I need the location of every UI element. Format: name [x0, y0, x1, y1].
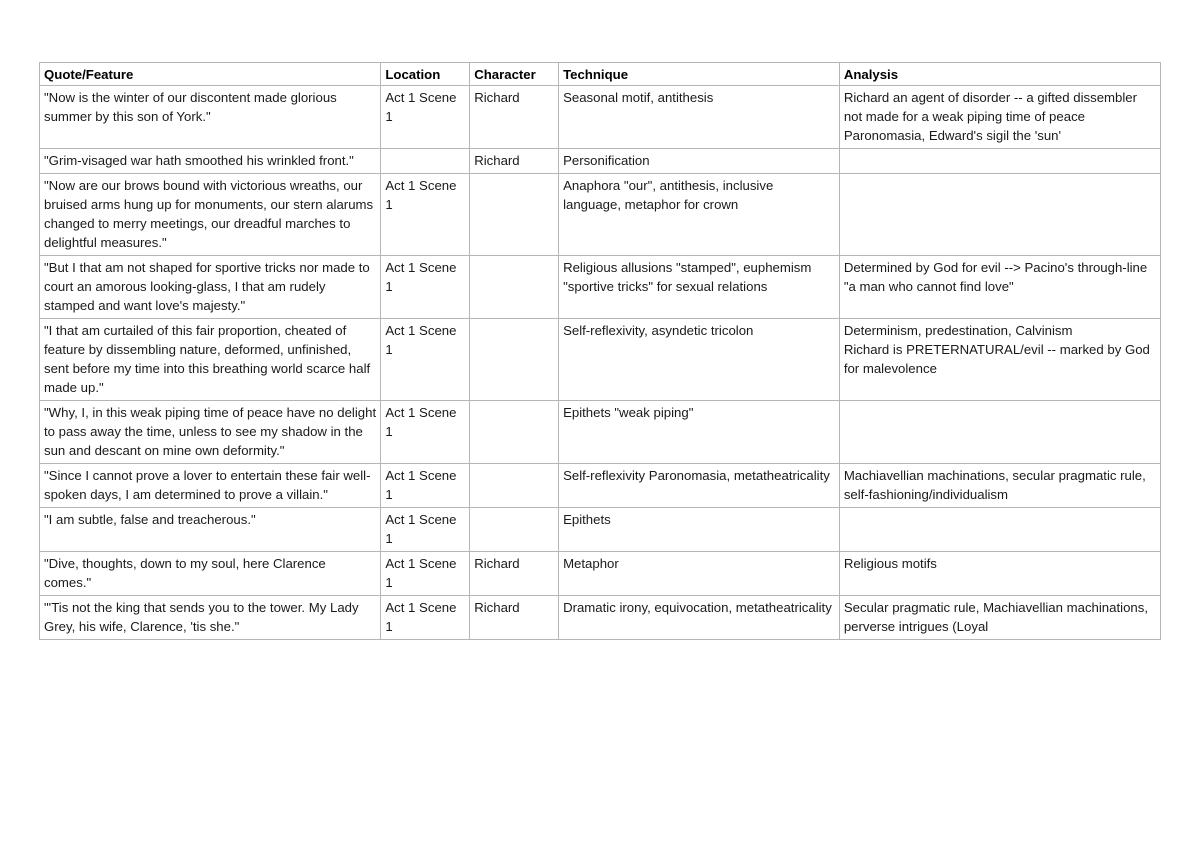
cell-analysis: Richard an agent of disorder -- a gifted dissembler not made for a weak piping time of peace Paronomasia, Edward's sigil the 'sun'	[839, 86, 1160, 149]
cell-analysis: Machiavellian machinations, secular pragmatic rule, self-fashioning/individualism	[839, 464, 1160, 508]
cell-character: Richard	[470, 86, 559, 149]
cell-technique: Self-reflexivity Paronomasia, metatheatricality	[559, 464, 840, 508]
table-row	[40, 256, 1161, 319]
cell-technique: Religious allusions "stamped", euphemism "sportive tricks" for sexual relations	[559, 256, 840, 319]
cell-quote: "'Tis not the king that sends you to the tower. My Lady Grey, his wife, Clarence, 'tis she."	[40, 596, 381, 640]
cell-technique: Anaphora "our", antithesis, inclusive language, metaphor for crown	[559, 174, 840, 256]
cell-quote: "Why, I, in this weak piping time of peace have no delight to pass away the time, unless to see my shadow in the sun and descant on mine own deformity."	[40, 401, 381, 464]
header-row	[40, 63, 1161, 86]
table-header	[40, 63, 1161, 86]
cell-technique: Dramatic irony, equivocation, metatheatricality	[559, 596, 840, 640]
cell-quote: "I am subtle, false and treacherous."	[40, 508, 381, 552]
cell-location: Act 1 Scene 1	[381, 256, 470, 319]
cell-technique: Epithets "weak piping"	[559, 401, 840, 464]
cell-quote: "But I that am not shaped for sportive tricks nor made to court an amorous looking-glass, I that am rudely stamped and want love's majesty."	[40, 256, 381, 319]
cell-location: Act 1 Scene 1	[381, 86, 470, 149]
table-row	[40, 552, 1161, 596]
cell-analysis	[839, 508, 1160, 552]
cell-location: Act 1 Scene 1	[381, 401, 470, 464]
cell-location: Act 1 Scene 1	[381, 552, 470, 596]
cell-location: Act 1 Scene 1	[381, 508, 470, 552]
cell-character: Richard	[470, 552, 559, 596]
cell-character	[470, 464, 559, 508]
cell-analysis: Religious motifs	[839, 552, 1160, 596]
cell-quote: "I that am curtailed of this fair proportion, cheated of feature by dissembling nature, deformed, unfinished, sent before my time into this breathing world scarce half made up."	[40, 319, 381, 401]
analysis-table	[39, 62, 1161, 640]
table-row	[40, 149, 1161, 174]
header-location: Location	[381, 63, 470, 86]
cell-location: Act 1 Scene 1	[381, 596, 470, 640]
cell-technique: Seasonal motif, antithesis	[559, 86, 840, 149]
cell-character	[470, 256, 559, 319]
cell-analysis	[839, 149, 1160, 174]
cell-analysis	[839, 401, 1160, 464]
table-row	[40, 464, 1161, 508]
table-row	[40, 401, 1161, 464]
table-body	[40, 86, 1161, 640]
table-row	[40, 174, 1161, 256]
cell-quote: "Now is the winter of our discontent made glorious summer by this son of York."	[40, 86, 381, 149]
cell-analysis: Determinism, predestination, Calvinism Richard is PRETERNATURAL/evil -- marked by God for malevolence	[839, 319, 1160, 401]
cell-quote: "Now are our brows bound with victorious wreaths, our bruised arms hung up for monuments, our stern alarums changed to merry meetings, our dreadful marches to delightful measures."	[40, 174, 381, 256]
table-row	[40, 596, 1161, 640]
cell-technique: Metaphor	[559, 552, 840, 596]
cell-character: Richard	[470, 596, 559, 640]
table-row	[40, 508, 1161, 552]
cell-location: Act 1 Scene 1	[381, 174, 470, 256]
cell-character	[470, 319, 559, 401]
header-quote: Quote/Feature	[40, 63, 381, 86]
cell-character	[470, 401, 559, 464]
header-character: Character	[470, 63, 559, 86]
cell-analysis: Secular pragmatic rule, Machiavellian machinations, perverse intrigues (Loyal	[839, 596, 1160, 640]
cell-technique: Personification	[559, 149, 840, 174]
cell-character	[470, 508, 559, 552]
cell-analysis: Determined by God for evil --> Pacino's through-line "a man who cannot find love"	[839, 256, 1160, 319]
cell-character: Richard	[470, 149, 559, 174]
table-row	[40, 86, 1161, 149]
cell-location	[381, 149, 470, 174]
header-technique: Technique	[559, 63, 840, 86]
cell-location: Act 1 Scene 1	[381, 319, 470, 401]
cell-analysis	[839, 174, 1160, 256]
cell-character	[470, 174, 559, 256]
header-analysis: Analysis	[839, 63, 1160, 86]
cell-location: Act 1 Scene 1	[381, 464, 470, 508]
cell-technique: Epithets	[559, 508, 840, 552]
cell-quote: "Dive, thoughts, down to my soul, here Clarence comes."	[40, 552, 381, 596]
cell-quote: "Grim-visaged war hath smoothed his wrinkled front."	[40, 149, 381, 174]
table-row	[40, 319, 1161, 401]
cell-technique: Self-reflexivity, asyndetic tricolon	[559, 319, 840, 401]
cell-quote: "Since I cannot prove a lover to entertain these fair well-spoken days, I am determined to prove a villain."	[40, 464, 381, 508]
